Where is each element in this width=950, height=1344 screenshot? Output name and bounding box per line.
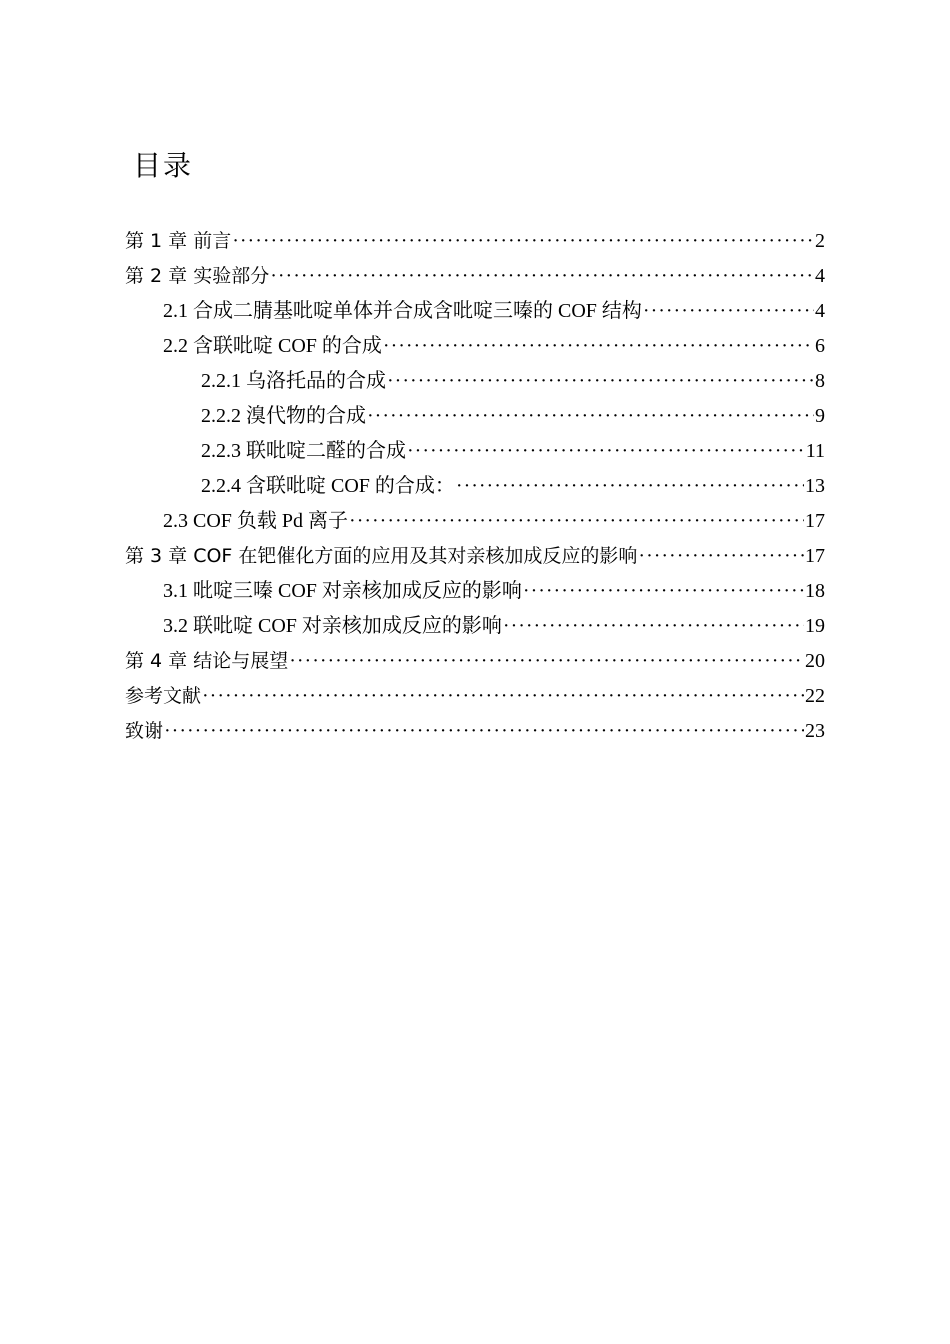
dot-leader xyxy=(367,399,814,434)
toc-entry-text: 致谢 xyxy=(125,720,164,742)
toc-page-number: 17 xyxy=(805,545,825,567)
toc-entry-chapter-4[interactable] xyxy=(125,644,825,679)
toc-entry-section-2-2-1[interactable] xyxy=(125,364,825,399)
toc-title: 目录 xyxy=(133,149,194,182)
dot-leader xyxy=(270,259,814,294)
toc-page-number: 23 xyxy=(805,720,825,742)
dot-leader xyxy=(349,504,804,539)
dot-leader xyxy=(503,609,804,644)
toc-entry-text: 2.2.1 乌洛托品的合成 xyxy=(201,370,386,392)
toc-entry-text: 3.2 联吡啶 COF 对亲核加成反应的影响 xyxy=(163,615,502,637)
dot-leader xyxy=(164,714,804,749)
toc-entry-text: 参考文献 xyxy=(125,685,202,707)
toc-page-number: 17 xyxy=(805,510,825,532)
toc-entry-text: 2.2.4 含联吡啶 COF 的合成： xyxy=(201,475,455,497)
toc-page-number: 18 xyxy=(805,580,825,602)
dot-leader xyxy=(523,574,804,609)
dot-leader xyxy=(383,329,814,364)
toc-page-number: 2 xyxy=(815,230,825,252)
toc-entry-section-2-2[interactable] xyxy=(125,329,825,364)
toc-page-number: 4 xyxy=(815,300,825,322)
dot-leader xyxy=(232,224,814,259)
toc-entry-section-2-2-4[interactable] xyxy=(125,469,825,504)
dot-leader xyxy=(643,294,814,329)
toc-entry-acknowledgements[interactable] xyxy=(125,714,825,749)
toc-page-number: 19 xyxy=(805,615,825,637)
toc-entry-section-2-1[interactable] xyxy=(125,294,825,329)
toc-entry-text: 2.2.3 联吡啶二醛的合成 xyxy=(201,440,406,462)
toc-entry-chapter-2[interactable] xyxy=(125,259,825,294)
toc-entry-text: 第 3 章 COF 在钯催化方面的应用及其对亲核加成反应的影响 xyxy=(125,545,638,567)
toc-entry-section-3-2[interactable] xyxy=(125,609,825,644)
toc-entry-text: 第 2 章 实验部分 xyxy=(125,265,270,287)
toc-entry-section-3-1[interactable] xyxy=(125,574,825,609)
toc-page-number: 8 xyxy=(815,370,825,392)
toc-entry-section-2-3[interactable] xyxy=(125,504,825,539)
toc-entry-text: 2.2.2 溴代物的合成 xyxy=(201,405,366,427)
toc-entry-text: 3.1 吡啶三嗪 COF 对亲核加成反应的影响 xyxy=(163,580,522,602)
toc-page-number: 13 xyxy=(805,475,825,497)
dot-leader xyxy=(289,644,804,679)
dot-leader xyxy=(456,469,804,504)
toc-entry-text: 2.2 含联吡啶 COF 的合成 xyxy=(163,335,382,357)
dot-leader xyxy=(407,434,805,469)
toc-entry-chapter-1[interactable] xyxy=(125,224,825,259)
toc-page-number: 11 xyxy=(805,440,825,462)
toc-page-number: 22 xyxy=(805,685,825,707)
toc-entry-text: 2.3 COF 负载 Pd 离子 xyxy=(163,510,349,532)
toc-page-number: 6 xyxy=(815,335,825,357)
dot-leader xyxy=(202,679,804,714)
toc-page-number: 4 xyxy=(815,265,825,287)
toc-list xyxy=(125,224,825,749)
toc-entry-text: 2.1 合成二腈基吡啶单体并合成含吡啶三嗪的 COF 结构 xyxy=(163,300,642,322)
toc-entry-section-2-2-2[interactable] xyxy=(125,399,825,434)
toc-entry-text: 第 1 章 前言 xyxy=(125,230,232,252)
toc-page-number: 20 xyxy=(805,650,825,672)
toc-entry-references[interactable] xyxy=(125,679,825,714)
dot-leader xyxy=(387,364,814,399)
toc-entry-section-2-2-3[interactable] xyxy=(125,434,825,469)
toc-page-number: 9 xyxy=(815,405,825,427)
toc-entry-chapter-3[interactable] xyxy=(125,539,825,574)
dot-leader xyxy=(638,539,804,574)
toc-entry-text: 第 4 章 结论与展望 xyxy=(125,650,289,672)
